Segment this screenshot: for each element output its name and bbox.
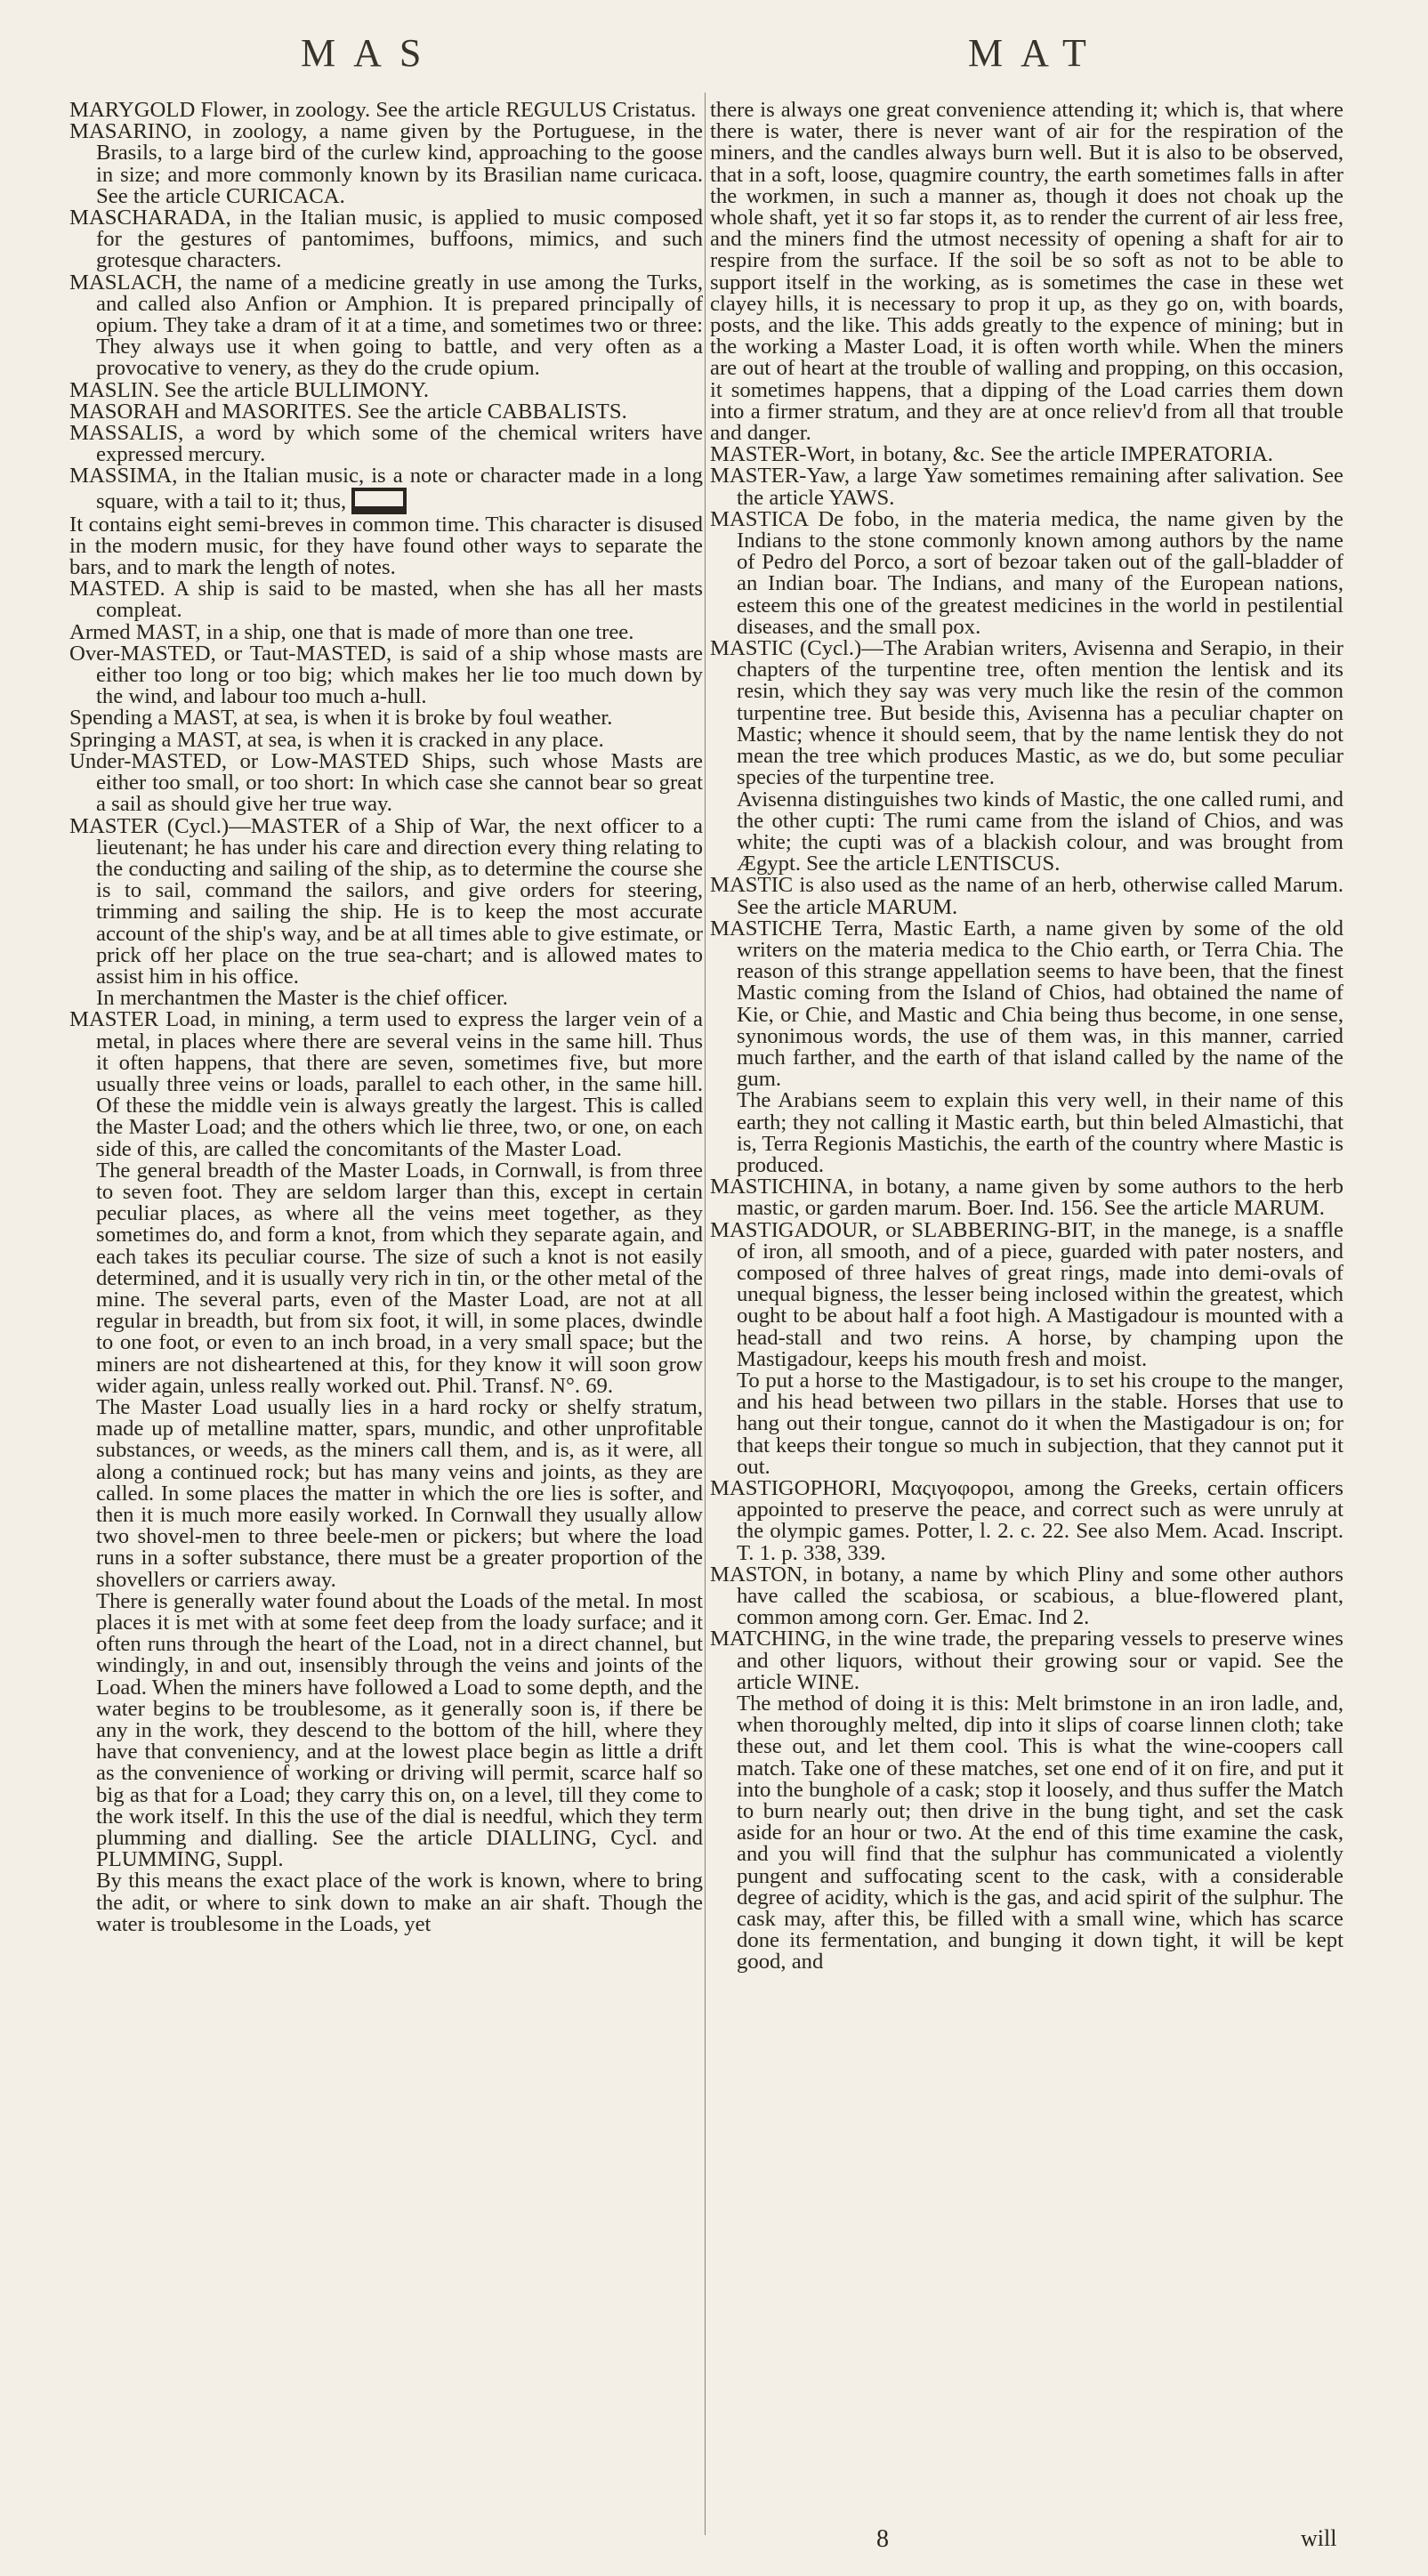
- entry-master-load-continued: there is always one great convenience attending it; which is, that where there is water, there is never want of air for the respiration of the miners, and the candles always burn well. But it is also to be observed, that in a soft, loose, quagmire country, the earth sometimes falls in after the workmen, in such a manner as, though it does not choak up the whole shaft, yet it so far stops it, as to render the current of air less free, and the miners find the utmost necessity of opening a shaft for air to respire from the surface. If the soil be so soft as not to be able to support itself in the working, as is sometimes the case in these wet clayey hills, it is necessary to prop it up, as they go on, with boards, posts, and the like. This adds greatly to the expence of mining; but in the working a Master Load, it is often worth while. When the miners are out of heart at the trouble of walling and propping, on this occasion, it sometimes happens, that a dipping of the Load carries them down into a firmer stratum, and they are at once reliev'd from all that trouble and danger.: [710, 100, 1343, 446]
- entry-massalis: MASSALIS, a word by which some of the chemical writers have expressed mercury.: [69, 421, 703, 467]
- entry-under-masted: Under-MASTED, or Low-MASTED Ships, such whose Masts are either too small, or too short: In which case she cannot bear so great a sail as should give her true way.: [69, 748, 703, 817]
- entry-maslin: MASLIN. See the article BULLIMONY.: [69, 377, 430, 402]
- entry-masted: MASTED. A ship is said to be masted, when she has all her masts compleat.: [69, 577, 703, 623]
- running-head-left: MAS: [301, 31, 440, 75]
- entry-masticke-arabians: The Arabians seem to explain this very well, in their name of this earth; they not calling it Mastic earth, but thin beled Almastichi, that is, Terra Regionis Mastichis, the earth of the country where Mastic is produced.: [737, 1088, 1343, 1177]
- entry-spending-mast: Spending a MAST, at sea, is when it is broke by foul weather.: [69, 706, 613, 731]
- entry-mascharada: MASCHARADA, in the Italian music, is applied to music composed for the gestures of pantomimes, buffoons, mimics, and such grotesque characters.: [69, 206, 703, 273]
- page-number: 8: [876, 2525, 889, 2553]
- entry-master-load-adit: By this means the exact place of the work is known, where to bring the adit, or where to sink down to make an air shaft. Though the water is troublesome in the Loads, yet: [96, 1869, 703, 1936]
- entry-masarino: MASARINO, in zoology, a name given by the Portuguese, in the Brasils, to a large bird of the curlew kind, approaching to the goose in size; and more commonly known by its Brasilian name curicaca. See the article CURICACA.: [69, 119, 703, 208]
- entry-masorah: MASORAH and MASORITES. See the article CABBALISTS.: [69, 399, 627, 424]
- entry-master-wort: MASTER-Wort, in botany, &c. See the article IMPERATORIA.: [710, 442, 1273, 467]
- entry-mastica: MASTICA De fobo, in the materia medica, the name given by the Indians to the stone commonly known among authors by the name of Pedro del Porco, a sort of bezoar taken out of the gall-bladder of an Indian boar. The Indians, and many of the European nations, esteem this one of the greatest medicines in the world in pestilential diseases, and the small pox.: [710, 506, 1343, 639]
- entry-mastigophori: MASTIGOPHORI, Μαςιγοφοροι, among the Greeks, certain officers appointed to preserve the peace, and correct such as were unruly at the olympic games. Potter, l. 2. c. 22. See also Mem. Acad. Inscript. T. 1. p. 338, 339.: [710, 1476, 1343, 1565]
- entry-master-load-stratum: The Master Load usually lies in a hard rocky or shelfy stratum, made up of metalline matter, spars, mundic, and other unprofitable substances, or weeds, as the miners call them, and is, as it were, all along a continued rock; but has many veins and joints, as they are called. In some places the matter in which the ore lies is softer, and then it is much more easily worked. In Cornwall they usually allow two shovel-men to three beele-men or pickers; but where the load runs in a softer substance, there must be a greater proportion of the shovellers or carriers away.: [96, 1394, 703, 1592]
- entry-matching-method: The method of doing it is this: Melt brimstone in an iron ladle, and, when thoroughly melted, dip into it slips of coarse linnen cloth; take these out, and let them cool. This is what the wine-coopers call match. Take one of these matches, set one end of it on fire, and put it into the bunghole of a cask; stop it loosely, and thus suffer the Match to burn nearly out; then drive in the bung tight, and set the cask aside for an hour or two. At the end of this time examine the cask, and you will find that the sulphur has communicated a violently pungent and suffocating scent to the cask, with a considerable degree of acidity, which is the gas, and acid spirit of the sulphur. The cask may, after this, be filled with a small wine, which has scarce done its fermentation, and bunging it down tight, it will be kept good, and: [737, 1692, 1343, 1974]
- right-column: [710, 100, 1343, 2502]
- entry-mastigadour-horse: To put a horse to the Mastigadour, is to set his croupe to the manger, and his head between two pillars in the stable. Horses that use to hang out their tongue, cannot do it when the Mastigadour is on; for that keeps their tongue so much in subjection, that they cannot put it out.: [737, 1368, 1343, 1479]
- entry-armed-mast: Armed MAST, in a ship, one that is made of more than one tree.: [69, 619, 634, 644]
- entry-mastic-herb: MASTIC is also used as the name of an herb, otherwise called Marum. See the article MARUM.: [710, 873, 1343, 919]
- entry-mastic-kinds: Avisenna distinguishes two kinds of Mastic, the one called rumi, and the other cupti: The rumi came from the island of Chios, and was white; the cupti was of a blackish colour, and was brought from Ægypt. See the article LENTISCUS.: [737, 787, 1343, 876]
- entry-massima-continued: It contains eight semi-breves in common time. This character is disused in the modern music, for they have found other ways to separate the bars, and to mark the length of notes.: [69, 512, 703, 580]
- entry-master-yaw: MASTER-Yaw, a large Yaw sometimes remaining after salivation. See the article YAWS.: [710, 464, 1343, 510]
- entry-maslach: MASLACH, the name of a medicine greatly in use among the Turks, and called also Anfion or Amphion. It is prepared principally of opium. They take a dram of it at a time, and sometimes two or three: They always use it when going to battle, and very often as a provocative to venery, as they do the crude opium.: [69, 270, 703, 381]
- entry-mastic: MASTIC (Cycl.)—The Arabian writers, Avisenna and Serapio, in their chapters of the turpentine tree, often mention the lentisk and its resin, which they say was very much like the resin of the common turpentine tree. But beside this, Avisenna has a peculiar chapter on Mastic; whence it should seem, that by the name lentisk they do not mean the tree which produces Mastic, as we do, but some peculiar species of the turpentine tree.: [710, 636, 1343, 790]
- running-head-right: MAT: [968, 31, 1104, 75]
- entry-master-load: MASTER Load, in mining, a term used to express the larger vein of a metal, in places where there are several veins in the same hill. Thus it often happens, that there are seven, sometimes five, but more usually three veins or loads, parallel to each other, in the same hill. Of these the middle vein is always greatly the largest. This is called the Master Load; and the others which lie three, two, or one, on each side of this, are called the concomitants of the Master Load.: [69, 1007, 703, 1161]
- entry-springing-mast: Springing a MAST, at sea, is when it is cracked in any place.: [69, 727, 604, 752]
- entry-over-masted: Over-MASTED, or Taut-MASTED, is said of a ship whose masts are either too long or too big; which makes her lie too much down by the wind, and labour too much a-hull.: [69, 641, 703, 709]
- column-divider: [705, 93, 706, 2535]
- entry-massima: [69, 465, 703, 513]
- running-head: [0, 30, 1428, 84]
- catchword: will: [1301, 2525, 1337, 2551]
- entry-maston: MASTON, in botany, a name by which Pliny and some other authors have called the scabiosa, or scabious, a blue-flowered plant, common among corn. Ger. Emac. Ind 2.: [710, 1562, 1343, 1630]
- entry-master-load-breadth: The general breadth of the Master Loads, in Cornwall, is from three to seven foot. They are seldom larger than this, except in certain peculiar places, as where all the veins meet together, as they sometimes do, and form a knot, from which they separate again, and each takes its peculiar course. The size of such a knot is not easily determined, and it is usually very rich in tin, or the other metal of the mine. The several parts, even of the Master Load, are not at all regular in breadth, but from six foot, it will, in some places, dwindle to one foot, or even to an inch broad, in a very small space; but the miners are not disheartened at this, for they know it will soon grow wider again, unless really worked out. Phil. Transf. N°. 69.: [96, 1158, 703, 1398]
- entry-master-merchantmen: In merchantmen the Master is the chief officer.: [96, 986, 508, 1011]
- entry-massima-text: MASSIMA, in the Italian music, is a note or character made in a long square, with a tail to it; thus,: [69, 464, 703, 513]
- entry-mastigadour: MASTIGADOUR, or SLABBERING-BIT, in the manege, is a snaffle of iron, all smooth, and of a piece, guarded with pater nosters, and composed of three halves of great rings, made into demi-ovals of unequal bigness, the lesser being inclosed within the greatest, which ought to be about half a foot high. A Mastigadour is mounted with a head-stall and two reins. A horse, by champing upon the Mastigadour, keeps his mouth fresh and moist.: [710, 1217, 1343, 1371]
- entry-masticke-terra: MASTICHE Terra, Mastic Earth, a name given by some of the old writers on the materia medica to the Chio earth, or Terra Chia. The reason of this strange appellation seems to have been, that the finest Mastic coming from the Island of Chios, had obtained the name of Kie, or Chie, and Mastic and Chia being thus become, in one sense, synonimous words, the use of them was, in this manner, carried much farther, and the earth of that island called by the name of the gum.: [710, 916, 1343, 1092]
- entry-mastichina: MASTICHINA, in botany, a name given by some authors to the herb mastic, or garden marum. Boer. Ind. 156. See the article MARUM.: [710, 1175, 1343, 1221]
- massima-note-icon: [351, 488, 407, 514]
- left-column: [69, 100, 703, 2502]
- entry-master: MASTER (Cycl.)—MASTER of a Ship of War, the next officer to a lieutenant; he has under his care and direction every thing relating to the conducting and sailing of the ship, as to determine the course she is to sail, command the sailors, and give orders for steering, trimming and sailing the ship. He is to keep the most accurate account of the ship's way, and be at all times able to give estimate, or prick off her place on the true sea-chart; and is allowed mates to assist him in his office.: [69, 813, 703, 989]
- entry-master-load-water: There is generally water found about the Loads of the metal. In most places it is met with at some feet deep from the loady surface; and it often runs through the heart of the Load, not in a direct channel, but windingly, in and out, insensibly through the veins and joints of the Load. When the miners have followed a Load to some depth, and the water begins to be troublesome, as it generally soon is, if there be any in the work, they descend to the bottom of the hill, where they have that conveniency, and at the lowest place begin as little a drift as the convenience of working or driving will permit, scarce half so big as that for a Load; they carry this on, on a level, till they come to the work itself. In this the use of the dial is needful, which they term plumming and dialling. See the article DIALLING, Cycl. and PLUMMING, Suppl.: [96, 1588, 703, 1872]
- entry-marygold: MARYGOLD Flower, in zoology. See the article REGULUS Cristatus.: [69, 100, 697, 122]
- entry-matching: MATCHING, in the wine trade, the preparing vessels to preserve wines and other liquors, without their growing sour or vapid. See the article WINE.: [710, 1627, 1343, 1694]
